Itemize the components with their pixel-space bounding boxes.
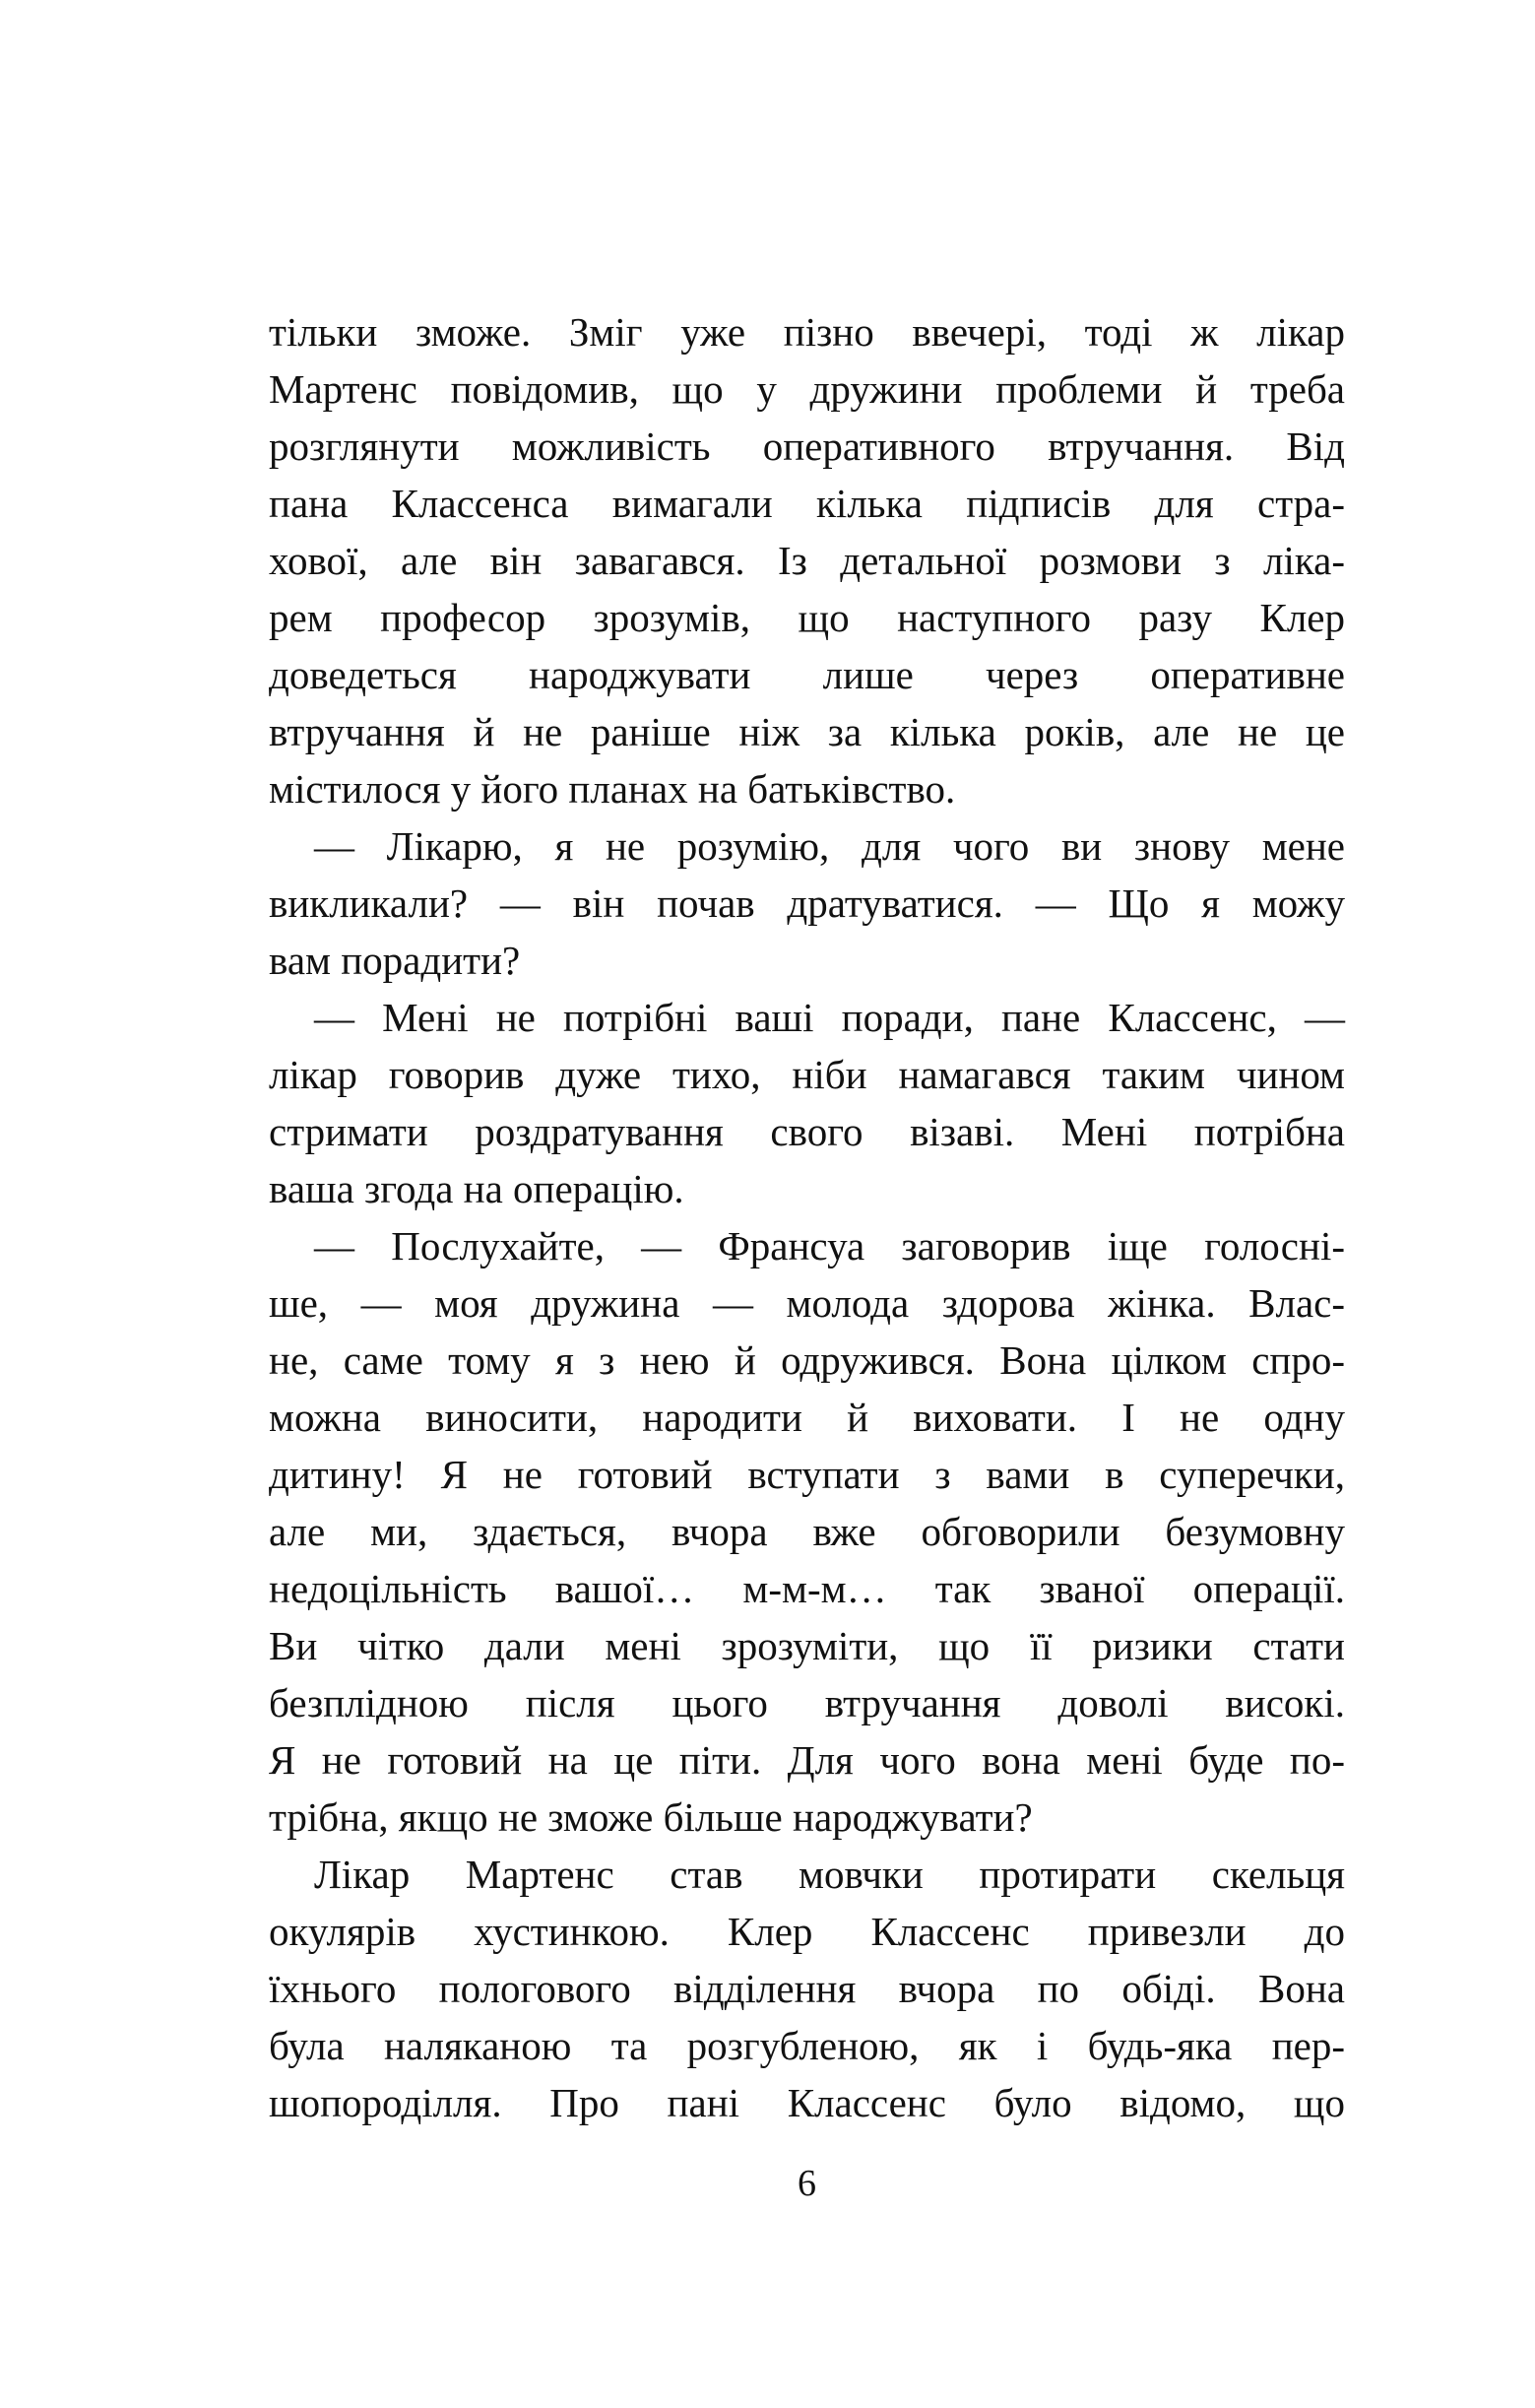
text-line: недоцільність вашої… м-м-м… так званої операції.: [269, 1566, 1345, 1611]
text-line: шопороділля. Про пані Классенс було відомо, що: [269, 2080, 1345, 2125]
text-line: Ви чітко дали мені зрозуміти, що її ризики стати: [269, 1623, 1345, 1668]
text-line: була наляканою та розгубленою, як і будь-яка пер-: [269, 2023, 1345, 2068]
text-line: рем професор зрозумів, що наступного разу Клер: [269, 595, 1345, 640]
text-line: Я не готовий на це піти. Для чого вона мені буде по-: [269, 1737, 1345, 1783]
text-line: хової, але він завагався. Із детальної розмови з ліка-: [269, 538, 1345, 583]
text-line: ше, — моя дружина — молода здорова жінка. Влас-: [269, 1280, 1345, 1326]
text-line: безплідною після цього втручання доволі високі.: [269, 1680, 1345, 1725]
text-line: — Послухайте, — Франсуа заговорив іще голосні-: [314, 1223, 1345, 1269]
text-line: викликали? — він почав дратуватися. — Що я можу: [269, 880, 1345, 926]
body-text: [269, 303, 1345, 2131]
text-line: але ми, здається, вчора вже обговорили безумовну: [269, 1509, 1345, 1554]
text-line: дитину! Я не готовий вступати з вами в суперечки,: [269, 1452, 1345, 1497]
text-line: можна виносити, народити й виховати. І не одну: [269, 1395, 1345, 1440]
text-line: втручання й не раніше ніж за кілька років, але не це: [269, 709, 1345, 754]
text-line: Лікар Мартенс став мовчки протирати скельця: [314, 1852, 1345, 1897]
text-line: — Лікарю, я не розумію, для чого ви знову мене: [314, 823, 1345, 869]
text-line: лікар говорив дуже тихо, ніби намагався таким чином: [269, 1052, 1345, 1097]
text-line: їхнього пологового відділення вчора по обіді. Вона: [269, 1966, 1345, 2011]
text-line: доведеться народжувати лише через оперативне: [269, 652, 1345, 697]
text-line: пана Классенса вимагали кілька підписів для стра-: [269, 481, 1345, 526]
text-line: стримати роздратування свого візаві. Мені потрібна: [269, 1109, 1345, 1154]
text-line: містилося у його планах на батьківство.: [269, 766, 956, 812]
text-line: розглянути можливість оперативного втручання. Від: [269, 423, 1345, 469]
text-line: вам порадити?: [269, 938, 521, 983]
text-line: ваша згода на операцію.: [269, 1166, 684, 1211]
text-line: тільки зможе. Зміг уже пізно ввечері, тоді ж лікар: [269, 309, 1345, 355]
text-line: Мартенс повідомив, що у дружини проблеми й треба: [269, 366, 1345, 412]
text-line: окулярів хустинкою. Клер Классенс привезли до: [269, 1909, 1345, 1954]
text-line: трібна, якщо не зможе більше народжувати?: [269, 1794, 1033, 1840]
page-number: 6: [798, 2163, 816, 2204]
text-line: — Мені не потрібні ваші поради, пане Классенс, —: [314, 995, 1345, 1040]
text-line: не, саме тому я з нею й одружився. Вона цілком спро-: [269, 1337, 1345, 1383]
